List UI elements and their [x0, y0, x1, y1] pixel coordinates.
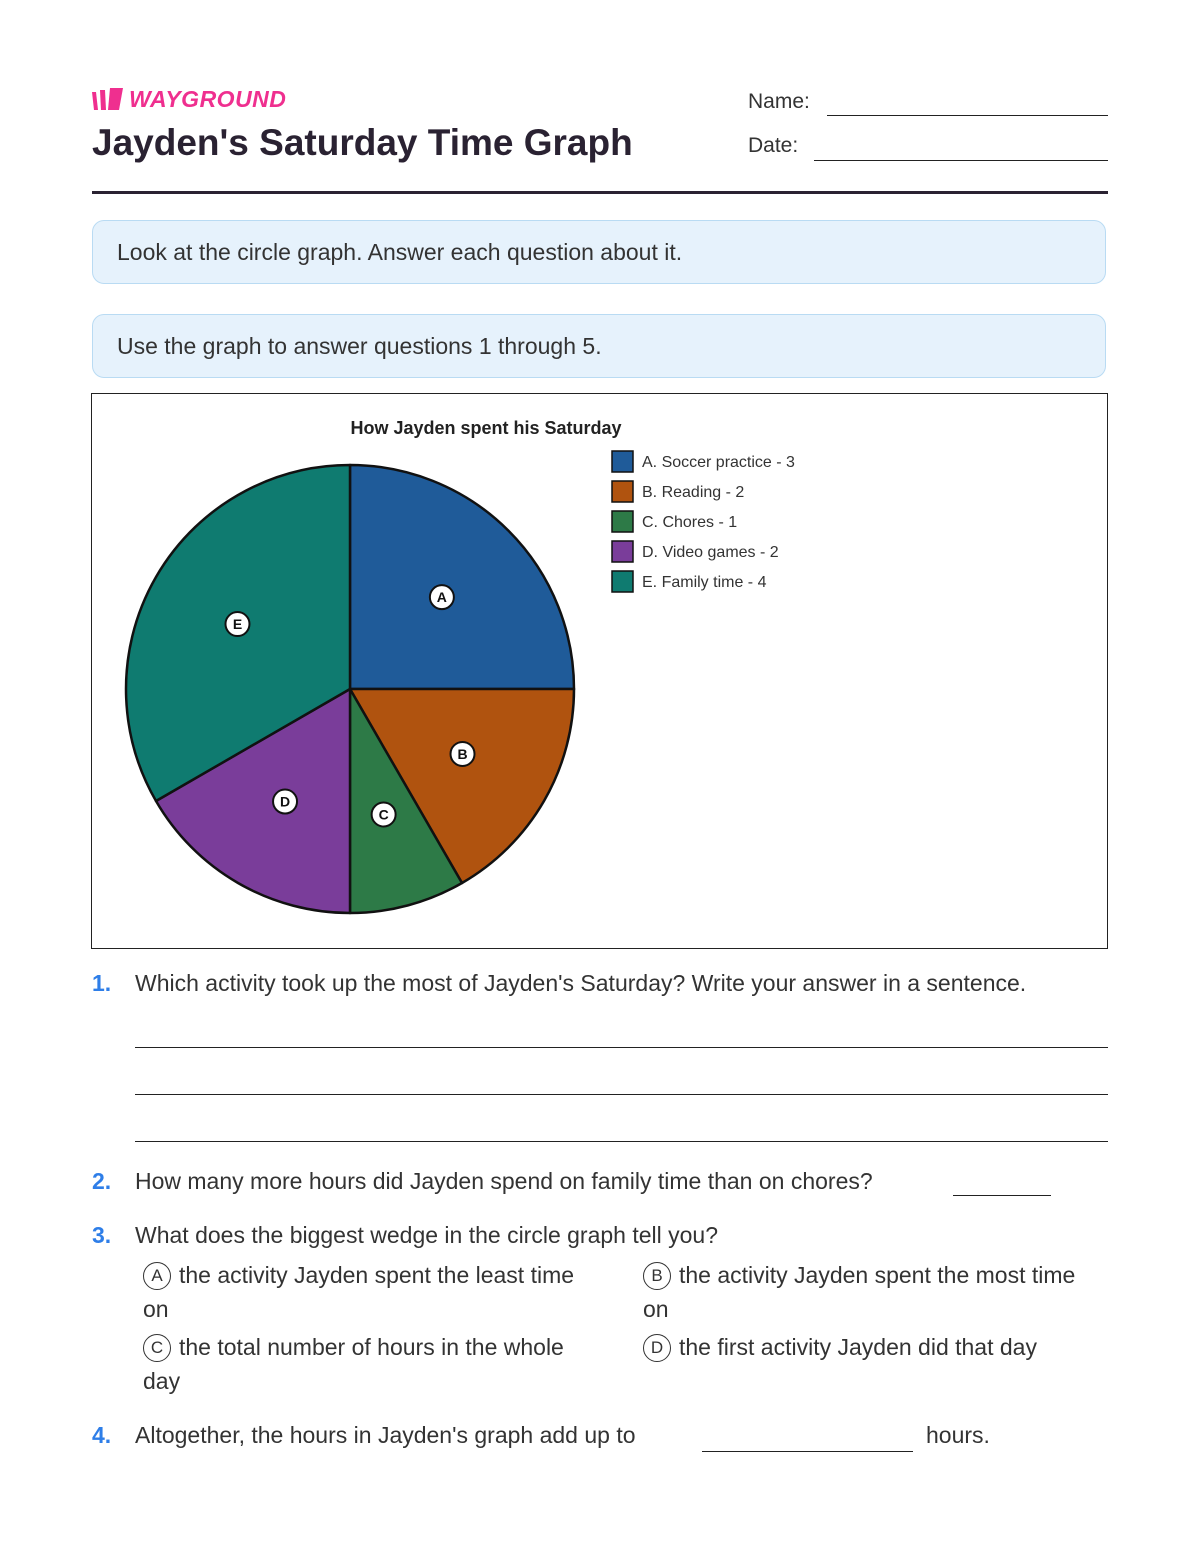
slice-label-b: B — [457, 745, 468, 762]
choice-c[interactable] — [143, 1330, 583, 1398]
instruction-box: Look at the circle graph. Answer each question about it. — [92, 220, 1106, 284]
question-1-number: 1. — [92, 970, 112, 996]
name-label: Name: — [748, 90, 810, 113]
legend-swatch-a — [612, 451, 633, 472]
pie-chart — [92, 394, 1106, 947]
slice-label-e: E — [232, 616, 243, 633]
question-4-suffix: hours. — [926, 1422, 990, 1448]
brand-logo — [92, 86, 286, 113]
instruction-box-graph: Use the graph to answer questions 1 through 5. — [92, 314, 1106, 378]
question-2-answer-blank[interactable] — [953, 1195, 1051, 1196]
question-3-text: What does the biggest wedge in the circle graph tell you? — [135, 1222, 719, 1248]
answer-line-3[interactable] — [135, 1141, 1108, 1142]
slice-label-a: A — [436, 589, 447, 606]
question-1-text: Which activity took up the most of Jayden's Saturday? Write your answer in a sentence. — [135, 970, 1027, 996]
choice-c-text: the total number of hours in the whole day — [143, 1334, 564, 1394]
legend-swatch-c — [612, 511, 633, 532]
slice-label-c: C — [378, 806, 389, 823]
question-4-number: 4. — [92, 1422, 112, 1448]
wayground-logo-icon — [92, 88, 124, 112]
legend-swatch-b — [612, 481, 633, 502]
chart-title: How Jayden spent his Saturday — [350, 418, 622, 438]
choice-a[interactable] — [143, 1258, 583, 1326]
legend-label-d: D. Video games - 2 — [642, 544, 779, 561]
name-field[interactable] — [827, 115, 1108, 116]
answer-line-2[interactable] — [135, 1094, 1108, 1095]
choice-b-text: the activity Jayden spent the most time on — [643, 1262, 1076, 1322]
choice-c-badge: C — [143, 1334, 171, 1362]
question-4-text: Altogether, the hours in Jayden's graph add up to — [135, 1422, 636, 1448]
legend-swatch-d — [612, 541, 633, 562]
brand-name: WAYGROUND — [129, 86, 287, 112]
choice-a-badge: A — [143, 1262, 171, 1290]
choice-b-badge: B — [643, 1262, 671, 1290]
legend-label-c: C. Chores - 1 — [642, 514, 738, 531]
choice-d-badge: D — [643, 1334, 671, 1362]
pie-slice-a — [350, 465, 574, 689]
date-field[interactable] — [814, 160, 1108, 161]
legend-label-a: A. Soccer practice - 3 — [642, 454, 795, 471]
choice-a-text: the activity Jayden spent the least time on — [143, 1262, 575, 1322]
question-4-answer-blank[interactable] — [702, 1451, 913, 1452]
slice-label-d: D — [279, 793, 291, 810]
chart-container — [91, 393, 1108, 949]
choice-d-text: the first activity Jayden did that day — [679, 1334, 1037, 1360]
legend-label-b: B. Reading - 2 — [642, 484, 745, 501]
choice-b[interactable] — [643, 1258, 1083, 1326]
legend-swatch-e — [612, 571, 633, 592]
page-title: Jayden's Saturday Time Graph — [92, 122, 633, 163]
date-label: Date: — [748, 134, 799, 157]
legend-label-e: E. Family time - 4 — [642, 574, 767, 591]
answer-line-1[interactable] — [135, 1047, 1108, 1048]
question-2-number: 2. — [92, 1168, 112, 1194]
question-3-number: 3. — [92, 1222, 112, 1248]
header-divider — [92, 191, 1108, 194]
choice-d[interactable] — [643, 1330, 1083, 1364]
question-2-text: How many more hours did Jayden spend on family time than on chores? — [135, 1168, 873, 1194]
